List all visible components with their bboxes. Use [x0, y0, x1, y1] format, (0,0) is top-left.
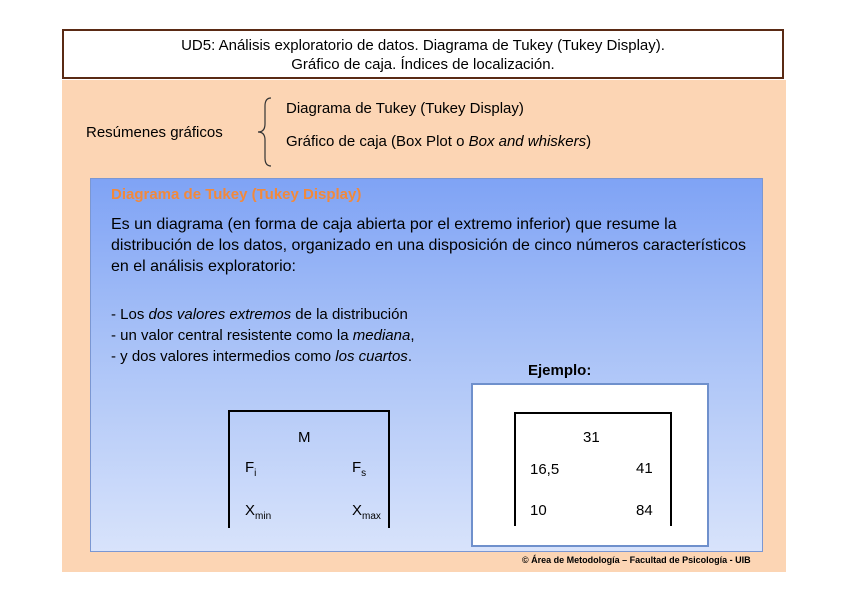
title-line-2: Gráfico de caja. Índices de localización.	[291, 56, 555, 73]
generic-xmin: $X_{min}$	[245, 502, 272, 522]
bullet-list	[111, 304, 415, 367]
ejemplo-label: Ejemplo:	[528, 362, 592, 379]
example-fs: 41	[636, 460, 653, 477]
panel-description: Es un diagrama (en forma de caja abierta por el extremo inferior) que resume la distribución de los datos, organizado en una disposición de cinco números característicos en el análisis exploratorio:	[111, 216, 747, 275]
bullet-item: - Los dos valores extremos de la distribución	[111, 306, 408, 323]
panel-title: Diagrama de Tukey (Tukey Display)	[111, 186, 362, 203]
resumen-item-tukey: Diagrama de Tukey (Tukey Display)	[286, 100, 524, 117]
example-fi: 16,5	[530, 461, 560, 478]
curly-brace-icon	[255, 96, 275, 168]
resumenes-label: Resúmenes gráficos	[86, 124, 223, 141]
example-median: 31	[583, 429, 600, 446]
bullet-item: - un valor central resistente como la mediana,	[111, 327, 415, 344]
generic-fi: $F_i$	[245, 459, 257, 479]
example-xmin: 10	[530, 502, 547, 519]
footer-copyright: © Área de Metodología – Facultad de Psicología - UIB	[522, 555, 751, 565]
generic-median: M	[298, 429, 311, 446]
example-xmax: 84	[636, 502, 653, 519]
title-line-1: UD5: Análisis exploratorio de datos. Diagrama de Tukey (Tukey Display).	[181, 37, 665, 54]
bullet-item: - y dos valores intermedios como los cuartos.	[111, 348, 412, 365]
generic-xmax: $X_{max}$	[352, 502, 381, 522]
slide-title	[62, 29, 784, 79]
generic-fs: $F_s$	[352, 459, 367, 479]
resumen-item-boxplot: Gráfico de caja (Box Plot o Box and whiskers)	[286, 133, 592, 150]
